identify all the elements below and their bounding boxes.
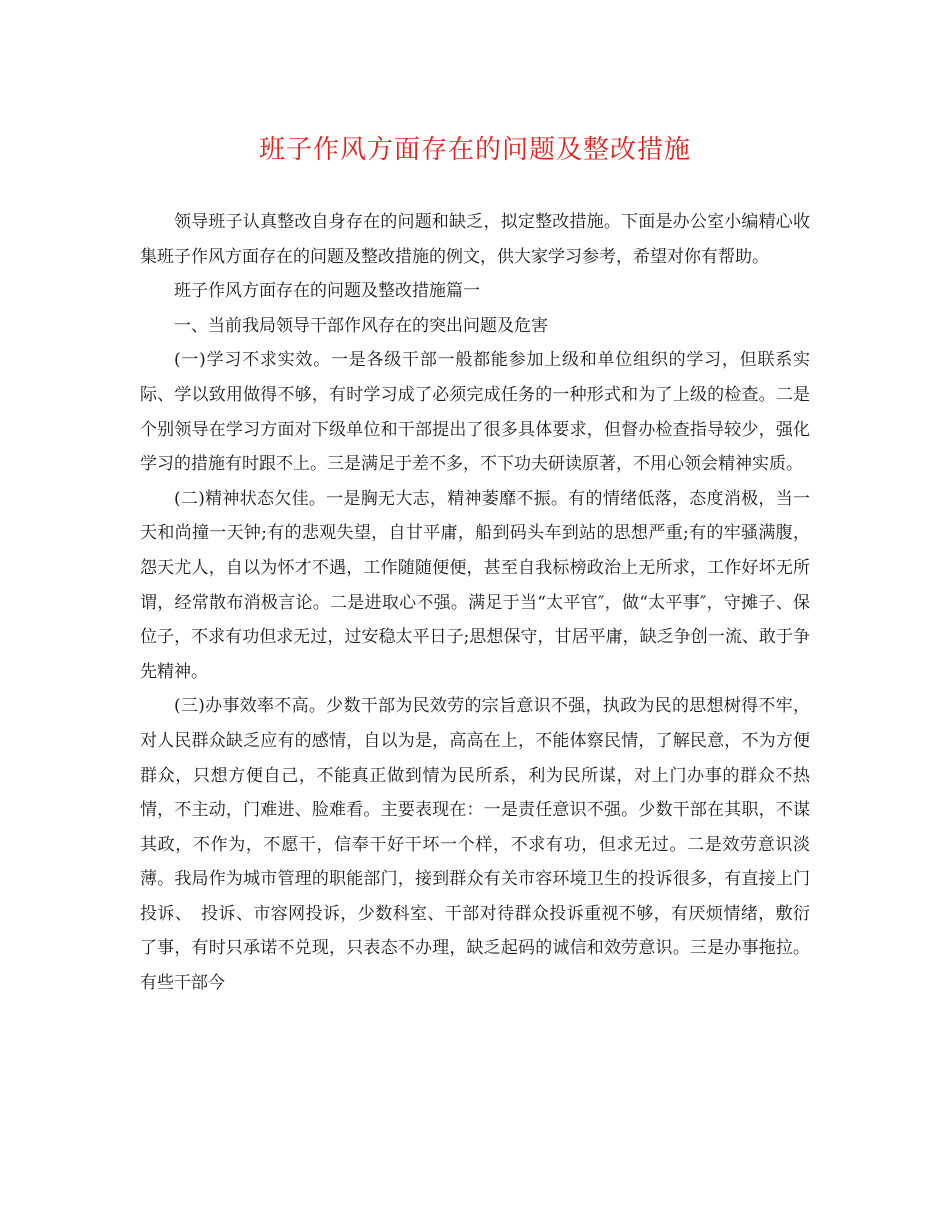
subsection-heading: 一、当前我局领导干部作风存在的突出问题及危害 [174,315,548,336]
body-paragraph: (一)学习不求实效。一是各级干部一般都能参加上级和单位组织的学习，但联系实际、学以致用做得不够，有时学习成了必须完成任务的一种形式和为了上级的检查。二是个别领导在学习方面对下级单位和干部提出了很多具体要求，但督办检查指导较少，强化学习的措施有时跟不上。三是满足于差不多，不下功夫研读原著，不用心领会精神实质。 [140,350,810,475]
document-body [140,205,810,1001]
document-title: 班子作风方面存在的问题及整改措施 [258,135,691,165]
body-paragraph: (二)精神状态欠佳。一是胸无大志，精神萎靡不振。有的情绪低落，态度消极，当一天和尚撞一天钟;有的悲观失望，自甘平庸，船到码头车到站的思想严重;有的牢骚满腹，怨天尤人，自以为怀才不遇，工作随随便便，甚至自我标榜政治上无所求，工作好坏无所谓，经常散布消极言论。二是进取心不强。满足于当“太平官″，做“太平事″，守摊子、保位子，不求有功但求无过，过安稳太平日子;思想保守，甘居平庸，缺乏争创一流、敢于争先精神。 [140,488,810,682]
intro-paragraph: 领导班子认真整改自身存在的问题和缺乏，拟定整改措施。下面是办公室小编精心收集班子作风方面存在的问题及整改措施的例文，供大家学习参考，希望对你有帮助。 [140,212,810,267]
section-heading: 班子作风方面存在的问题及整改措施篇一 [174,281,480,302]
body-paragraph: (三)办事效率不高。少数干部为民效劳的宗旨意识不强，执政为民的思想树得不牢，对人民群众缺乏应有的感情，自以为是，高高在上，不能体察民情，了解民意，不为方便群众，只想方便自己，不能真正做到情为民所系，利为民所谋，对上门办事的群众不热情，不主动，门难进、脸难看。主要表现在：一是责任意识不强。少数干部在其职，不谋其政，不作为，不愿干，信奉干好干坏一个样，不求有功，但求无过。二是效劳意识淡薄。我局作为城市管理的职能部门，接到群众有关市容环境卫生的投诉很多，有直接上门投诉、 投诉、市容网投诉，少数科室、干部对待群众投诉重视不够，有厌烦情绪，敷衍了事，有时只承诺不兑现，只表态不办理，缺乏起码的诚信和效劳意识。三是办事拖拉。有些干部今 [140,696,810,994]
